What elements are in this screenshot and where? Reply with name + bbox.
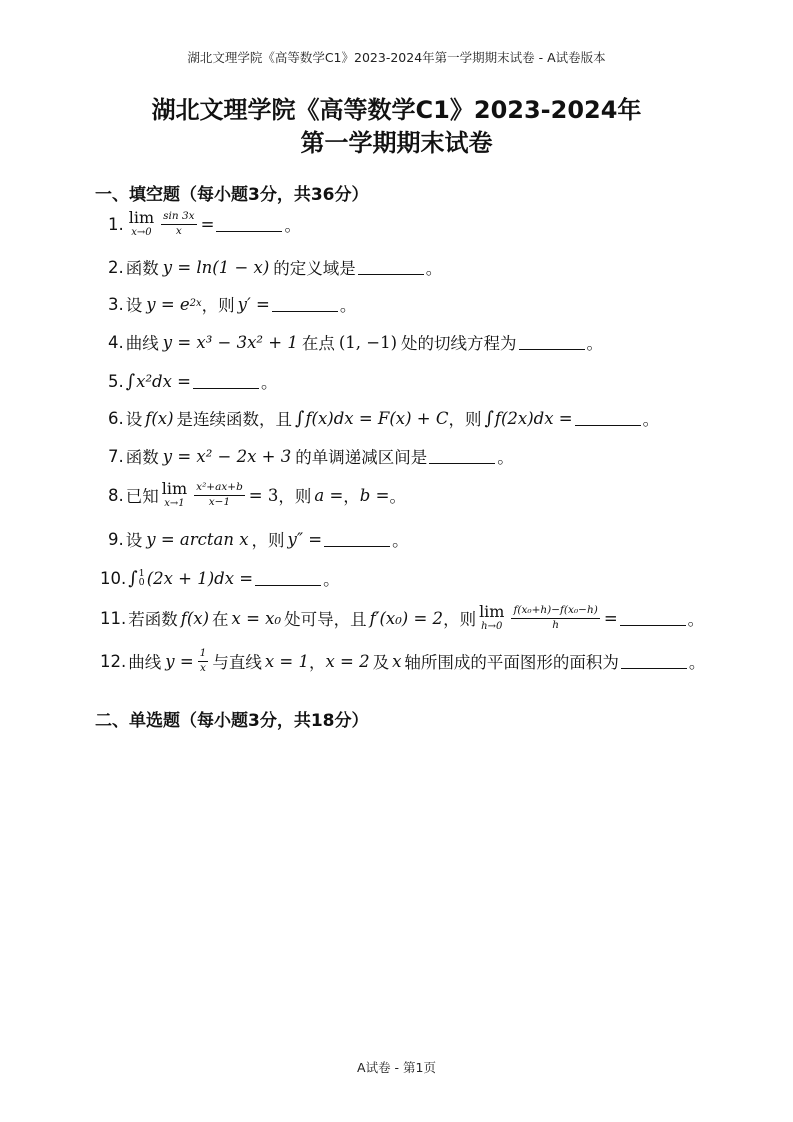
question-6 [108, 403, 659, 433]
question-5 [108, 366, 278, 396]
question-text: 在点 [301, 334, 335, 353]
math-expression: x [392, 651, 402, 671]
answer-blank [620, 611, 686, 626]
question-7 [108, 441, 514, 471]
period: 。 [389, 487, 406, 506]
question-text: 在 [212, 610, 229, 629]
limit-operator: lim x→0 [128, 208, 155, 238]
limit-operator: lim x→1 [161, 479, 188, 509]
integral-sign: ∫ [125, 370, 136, 392]
question-text: 处可导，且 [284, 610, 367, 629]
period: 。 [586, 334, 604, 353]
integral-sign: ∫ [295, 407, 305, 429]
period: 。 [642, 410, 660, 429]
answer-blank [272, 297, 338, 312]
period: 。 [339, 296, 357, 315]
math-expression: x = 1 [264, 651, 309, 671]
question-12 [100, 646, 705, 676]
math-expression: y = arctan x [146, 529, 249, 549]
question-text: 曲线 [125, 334, 159, 353]
math-expression: f(2x)dx = [494, 408, 573, 428]
math-expression: y = x³ − 3x² + 1 [162, 332, 298, 352]
answer-blank [519, 335, 585, 350]
question-number: 6. [108, 408, 124, 428]
period: 。 [323, 570, 340, 589]
question-text: 已知 [125, 487, 159, 506]
period: 。 [425, 259, 443, 278]
question-text: ，则 [443, 610, 477, 629]
question-9 [108, 524, 409, 554]
question-number: 2. [108, 257, 124, 277]
separator: ， [343, 487, 360, 506]
question-2 [108, 252, 442, 282]
question-text: 与直线 [212, 653, 262, 672]
question-text: 轴所围成的平面图形的面积为 [404, 653, 619, 672]
math-expression: b = [359, 485, 390, 505]
math-expression: y″ = [287, 529, 323, 549]
math-expression: (2x + 1)dx = [146, 568, 254, 588]
math-expression: y = [165, 651, 194, 671]
math-expression: y = x² − 2x + 3 [162, 446, 292, 466]
title-line-1: 湖北文理学院《高等数学C1》2023-2024年 [151, 96, 642, 124]
page-footer: A试卷 - 第1页 [357, 1060, 436, 1075]
question-text: ，则 [448, 410, 482, 429]
answer-blank [324, 532, 390, 547]
math-expression: a = [314, 485, 344, 505]
answer-blank [216, 217, 282, 232]
question-text: 设 [125, 296, 143, 315]
question-1 [108, 209, 301, 239]
answer-blank [358, 260, 424, 275]
math-expression: = 3 [248, 485, 279, 505]
period: 。 [261, 373, 278, 392]
math-expression: y = e [146, 294, 190, 314]
separator: ， [308, 653, 326, 672]
question-number: 12. [100, 651, 127, 671]
answer-blank [429, 449, 495, 464]
question-8 [108, 480, 406, 510]
question-text: 若函数 [128, 610, 178, 629]
question-text: ，则 [251, 531, 285, 550]
question-text: 设 [125, 410, 143, 429]
answer-blank [193, 374, 259, 389]
question-number: 11. [100, 608, 127, 628]
fraction: $\frac{1}{x}$ [199, 647, 207, 674]
math-expression: x = 2 [325, 651, 370, 671]
math-expression: f(x)dx = F(x) + C [305, 408, 449, 428]
question-11 [100, 603, 704, 633]
question-number: 5. [108, 371, 124, 391]
section-heading-fill-in: 一、填空题（每小题3分，共36分） [95, 185, 369, 205]
question-text: ，则 [278, 487, 312, 506]
question-4 [108, 327, 603, 357]
period: 。 [497, 448, 514, 467]
math-expression: f′(x₀) = 2 [369, 608, 444, 628]
period: 。 [688, 653, 706, 672]
question-text: 函数 [125, 448, 159, 467]
section-heading-single-choice: 二、单选题（每小题3分，共18分） [95, 711, 369, 731]
math-expression: f(x) [180, 608, 210, 628]
period: 。 [392, 531, 409, 550]
point-coordinates: (1, −1) [338, 332, 398, 352]
answer-blank [255, 571, 321, 586]
question-text: 设 [125, 531, 143, 550]
fraction: $\frac{\text{x²+ax+b}}{x-1}$ [196, 481, 243, 508]
question-number: 8. [108, 485, 124, 505]
question-text: 及 [372, 653, 390, 672]
math-expression: y′ = [237, 294, 270, 314]
title-line-2: 第一学期期末试卷 [300, 129, 493, 157]
question-3: 3. 设 y = e 2x ，则 y′ = 。 [108, 289, 356, 319]
fraction: $\frac{\sin 3x}{x}$ [163, 210, 195, 237]
question-text: 的单调递减区间是 [295, 448, 428, 467]
question-text: 是连续函数，且 [176, 410, 293, 429]
question-text: 函数 [125, 259, 159, 278]
answer-blank [575, 411, 641, 426]
math-expression: x²dx = [136, 371, 191, 391]
question-10 [100, 563, 340, 593]
math-expression: y = ln(1 − x) [162, 257, 270, 277]
limit-operator: lim h→0 [479, 602, 505, 632]
answer-blank [621, 654, 687, 669]
question-text: 的定义域是 [273, 259, 356, 278]
period: 。 [687, 610, 705, 629]
integral-sign: ∫ [484, 407, 494, 429]
integral-bounds: 1 0 [138, 567, 145, 588]
question-text: 处的切线方程为 [401, 334, 517, 353]
question-text: ，则 [201, 296, 235, 315]
running-header: 湖北文理学院《高等数学C1》2023-2024年第一学期期末试卷 - A试卷版本 [187, 50, 606, 65]
question-number: 4. [108, 332, 124, 352]
math-expression: x = x₀ [231, 608, 282, 628]
integral-sign: ∫ [128, 567, 138, 589]
document-title [0, 94, 793, 160]
question-number: 9. [108, 529, 124, 549]
math-expression: f(x) [145, 408, 174, 428]
question-number: 1. [108, 214, 124, 234]
equals: = [200, 214, 215, 234]
fraction: $\frac{\text{f(x₀+h)−f(x₀−h)}}{h}$ [513, 604, 598, 631]
question-text: 曲线 [128, 653, 162, 672]
question-number: 10. [100, 568, 127, 588]
question-number: 3. [108, 294, 124, 314]
question-number: 7. [108, 446, 124, 466]
period: 。 [284, 216, 301, 235]
equals: = [603, 608, 618, 628]
